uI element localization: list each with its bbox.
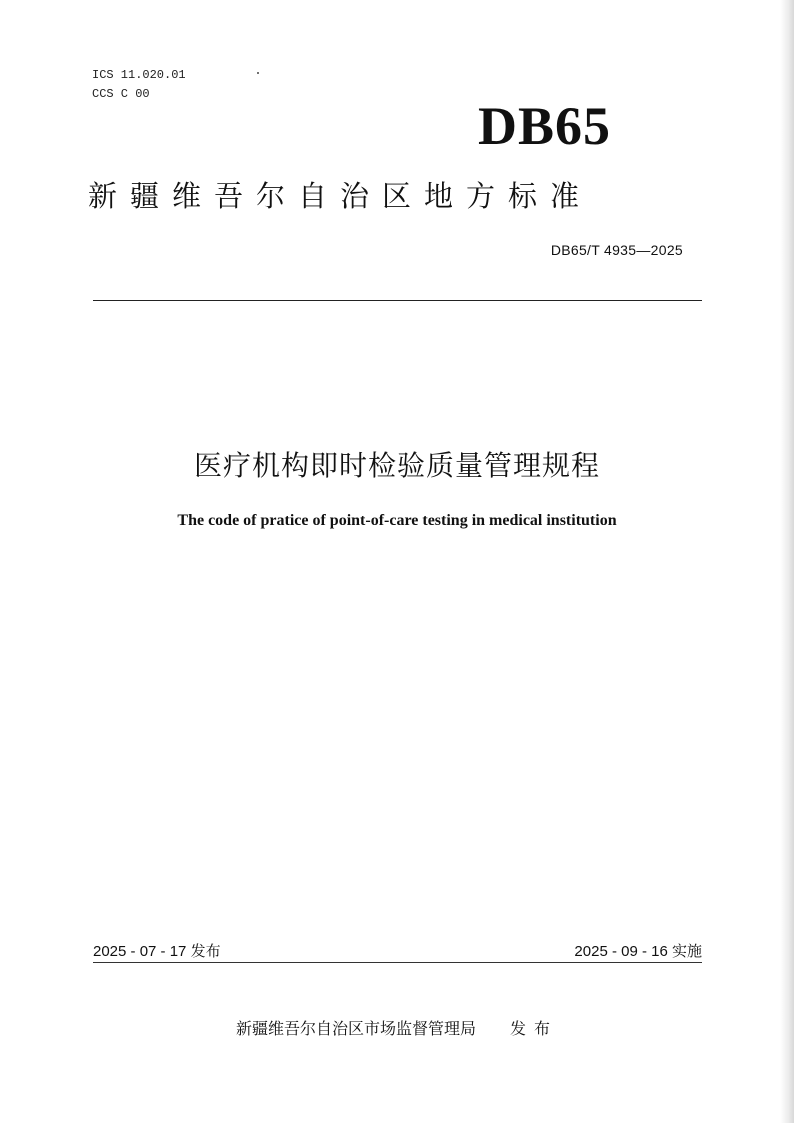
standard-category-title: 新疆维吾尔自治区地方标准 [88, 179, 593, 213]
issuer-line [0, 1016, 794, 1039]
db65-logo: DB65 [478, 96, 612, 156]
footer-divider [93, 962, 702, 963]
scan-speck [257, 72, 259, 74]
scan-edge-shadow [780, 0, 794, 1123]
header-divider [93, 300, 702, 301]
classification-codes [92, 66, 186, 104]
document-title-cn: 医疗机构即时检验质量管理规程 [193, 449, 600, 482]
ics-code: ICS 11.020.01 [92, 68, 186, 82]
issuer-action: 发布 [510, 1019, 559, 1038]
publish-date: 2025 - 07 - 17 发布 [93, 943, 221, 960]
issuer-name: 新疆维吾尔自治区市场监督管理局 [235, 1019, 476, 1038]
standard-number: DB65/T 4935—2025 [550, 242, 683, 258]
ccs-code: CCS C 00 [92, 87, 150, 101]
implementation-date: 2025 - 09 - 16 实施 [574, 943, 702, 960]
document-title-en: The code of pratice of point-of-care testing in medical institution [177, 512, 617, 529]
